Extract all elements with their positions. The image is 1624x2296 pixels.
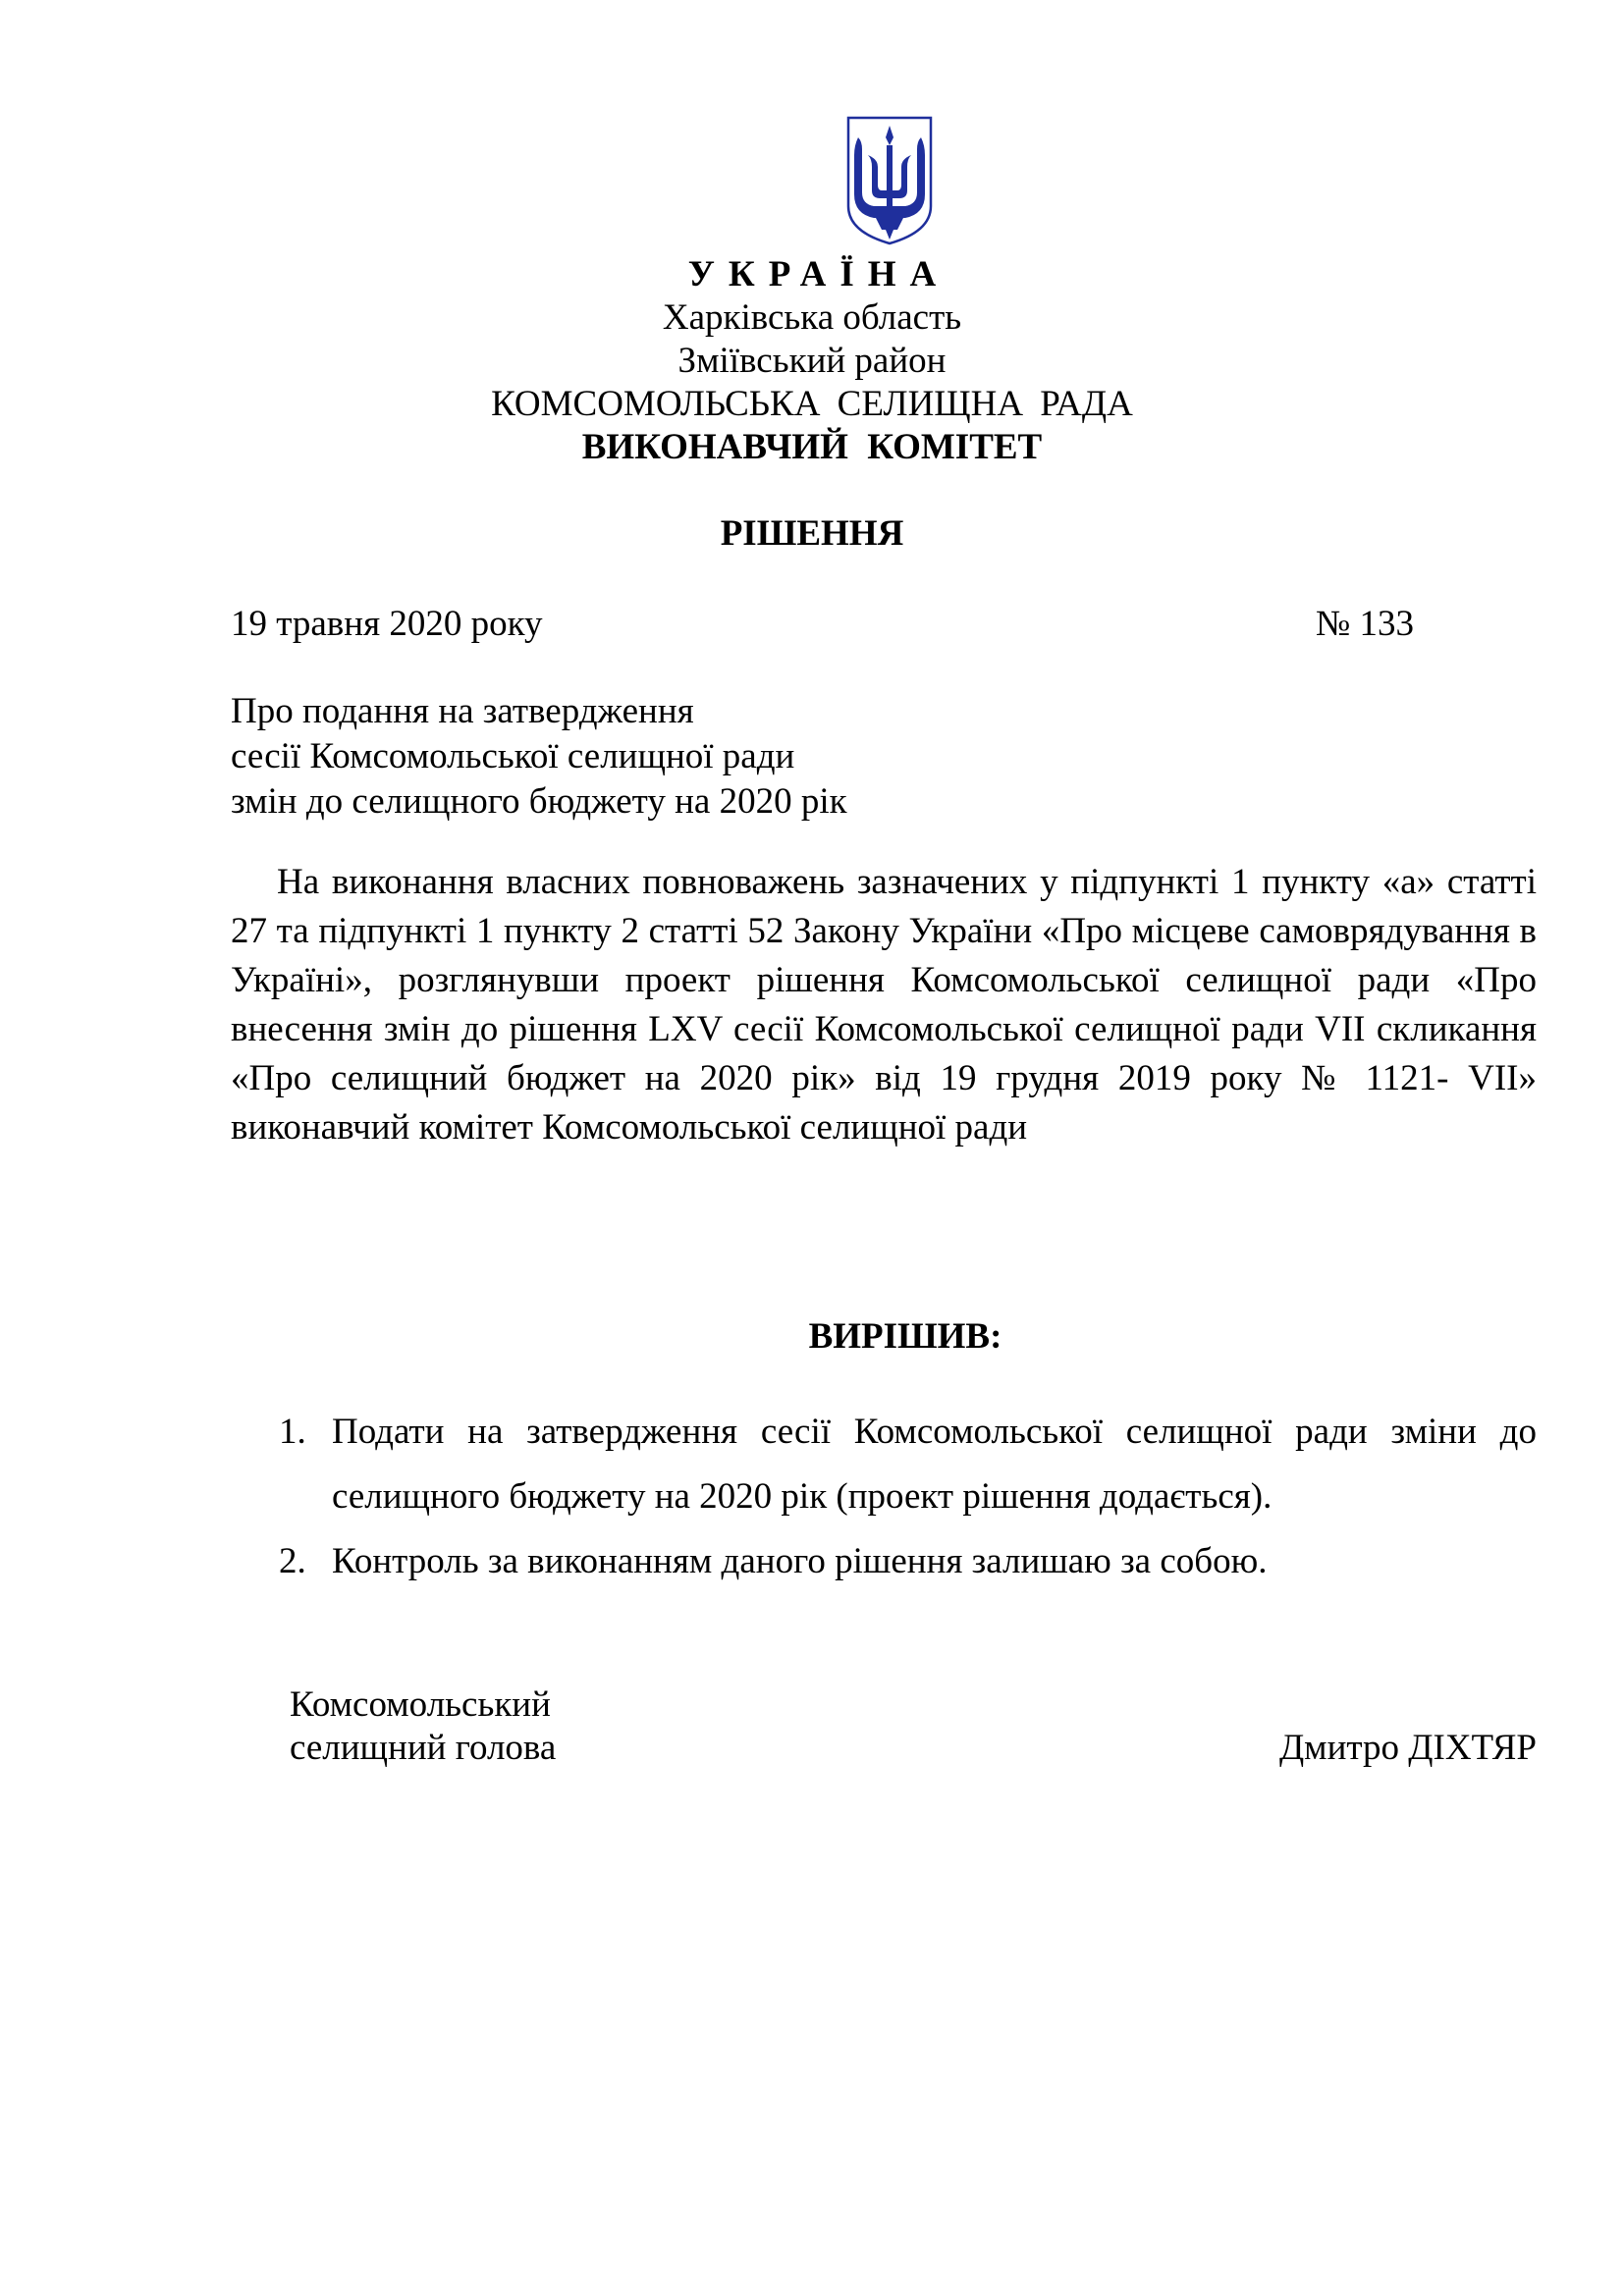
- council-name: КОМСОМОЛЬСЬКА СЕЛИЩНА РАДА: [491, 384, 1133, 424]
- item-number: 2.: [279, 1541, 306, 1581]
- date-number-line: [231, 603, 1414, 646]
- document-type-heading: РІШЕННЯ: [720, 513, 904, 554]
- item-text: Контроль за виконанням даного рішення залишаю за собою.: [332, 1541, 1268, 1581]
- position-line: Комсомольський: [290, 1684, 551, 1725]
- item-number: 1.: [279, 1412, 306, 1452]
- preamble-paragraph: На виконання власних повноважень зазначених у підпункті 1 пункту «а» статті 27 та підпункті 1 пункту 2 статті 52 Закону України «Про місцеве самоврядування в Україні», розглянувши проект рішення Комсомольської селищної ради «Про внесення змін до рішення LXV сесії Комсомольської селищної ради VII скликання «Про селищний бюджет на 2020 рік» від 19 грудня 2019 року № 1121- VII» виконавчий комітет Комсомольської селищної ради: [231, 862, 1537, 1148]
- signatory-name: Дмитро ДІХТЯР: [1278, 1728, 1537, 1768]
- subject-line: Про подання на затвердження: [231, 691, 694, 731]
- position-line: селищний голова: [290, 1728, 557, 1768]
- district-name: Зміївський район: [677, 341, 947, 381]
- decision-items-list: [279, 1400, 1537, 1594]
- subject-line: сесії Комсомольської селищної ради: [231, 736, 795, 776]
- region-name: Харківська область: [662, 297, 962, 338]
- document-date: 19 травня 2020 року: [231, 604, 543, 644]
- committee-name: ВИКОНАВЧИЙ КОМІТЕТ: [581, 427, 1043, 467]
- document-subject: [231, 689, 1016, 825]
- decision-heading: ВИРІШИВ:: [808, 1316, 1002, 1357]
- trident-emblem-icon: [846, 116, 933, 245]
- country-name: УКРАЇНА: [687, 254, 950, 294]
- signatory-position: [290, 1683, 556, 1770]
- document-number: № 133: [1315, 604, 1414, 644]
- subject-line: змін до селищного бюджету на 2020 рік: [231, 781, 847, 822]
- decision-item: [279, 1529, 1537, 1594]
- item-text: Подати на затвердження сесії Комсомольської селищної ради зміни до селищного бюджету на 2020 рік (проект рішення додається).: [332, 1412, 1537, 1517]
- decision-item: [279, 1400, 1537, 1529]
